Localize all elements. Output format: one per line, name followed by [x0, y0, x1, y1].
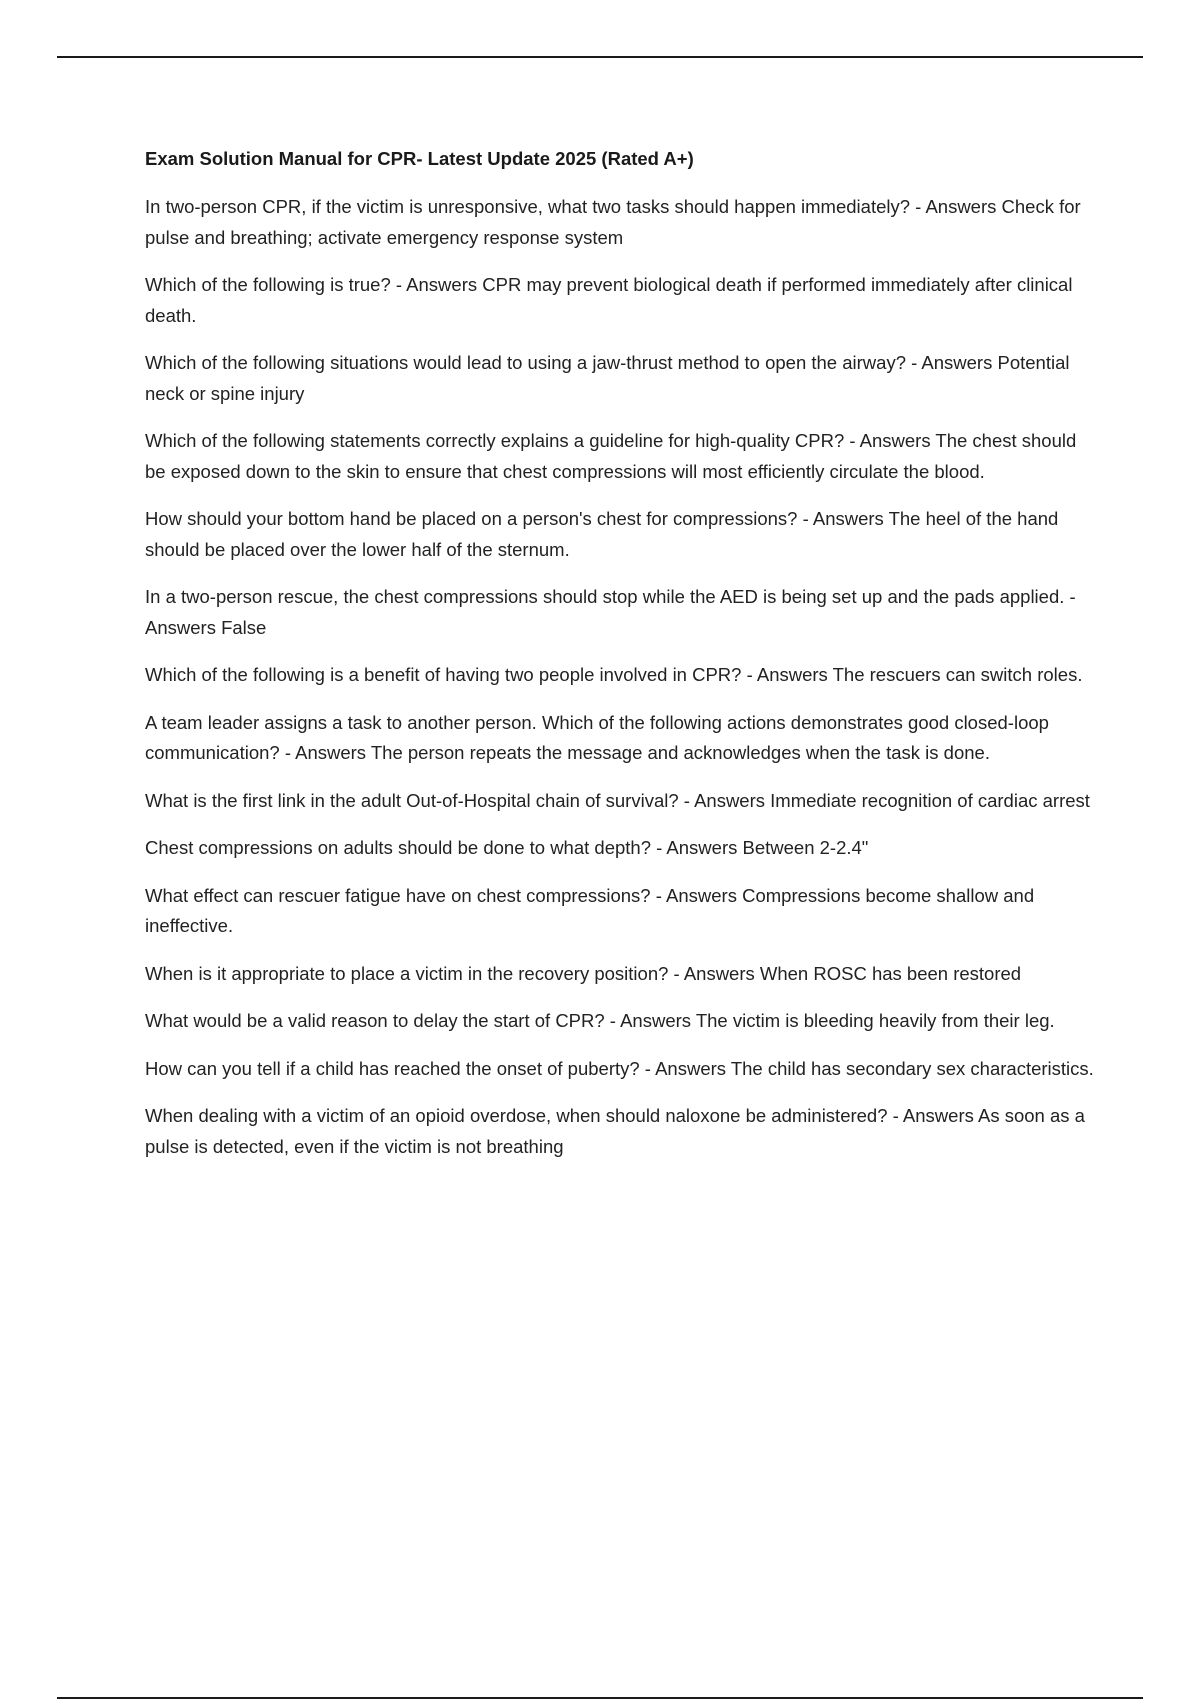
qa-item: In a two-person rescue, the chest compressions should stop while the AED is being set up and the pads applied. - Answers False: [145, 586, 1076, 638]
qa-item: Which of the following situations would lead to using a jaw-thrust method to open the airway? - Answers Potential neck or spine injury: [145, 352, 1070, 404]
document-title: Exam Solution Manual for CPR- Latest Update 2025 (Rated A+): [145, 148, 694, 169]
qa-item: How should your bottom hand be placed on a person's chest for compressions? - Answers The heel of the hand should be placed over the lower half of the sternum.: [145, 508, 1059, 560]
qa-item: Which of the following is true? - Answers CPR may prevent biological death if performed immediately after clinical death.: [145, 274, 1073, 326]
qa-item: Chest compressions on adults should be done to what depth? - Answers Between 2-2.4": [145, 837, 869, 858]
qa-item: In two-person CPR, if the victim is unresponsive, what two tasks should happen immediately? - Answers Check for pulse and breathing; activate emergency response system: [145, 196, 1081, 248]
qa-item: What would be a valid reason to delay the start of CPR? - Answers The victim is bleeding heavily from their leg.: [145, 1010, 1055, 1031]
qa-item: A team leader assigns a task to another person. Which of the following actions demonstrates good closed-loop communication? - Answers The person repeats the message and acknowledges when the task is done.: [145, 711, 1049, 763]
qa-item: What effect can rescuer fatigue have on chest compressions? - Answers Compressions become shallow and ineffective.: [145, 884, 1035, 936]
footer-rule: [57, 1697, 1143, 1699]
qa-item: When is it appropriate to place a victim in the recovery position? - Answers When ROSC has been restored: [145, 962, 1022, 984]
document-body: [145, 144, 1095, 1179]
qa-item: Which of the following statements correctly explains a guideline for high-quality CPR? - Answers The chest should be exposed down to the skin to ensure that chest compressions will most efficiently circulate the blood.: [145, 430, 1077, 482]
qa-item: How can you tell if a child has reached the onset of puberty? - Answers The child has secondary sex characteristics.: [145, 1057, 1094, 1079]
qa-item: When dealing with a victim of an opioid overdose, when should naloxone be administered? - Answers As soon as a pulse is detected, even if the victim is not breathing: [145, 1105, 1085, 1157]
header-rule: [57, 56, 1143, 58]
qa-item: What is the first link in the adult Out-of-Hospital chain of survival? - Answers Immediate recognition of cardiac arrest: [145, 789, 1090, 811]
qa-item: Which of the following is a benefit of having two people involved in CPR? - Answers The rescuers can switch roles.: [145, 664, 1083, 685]
